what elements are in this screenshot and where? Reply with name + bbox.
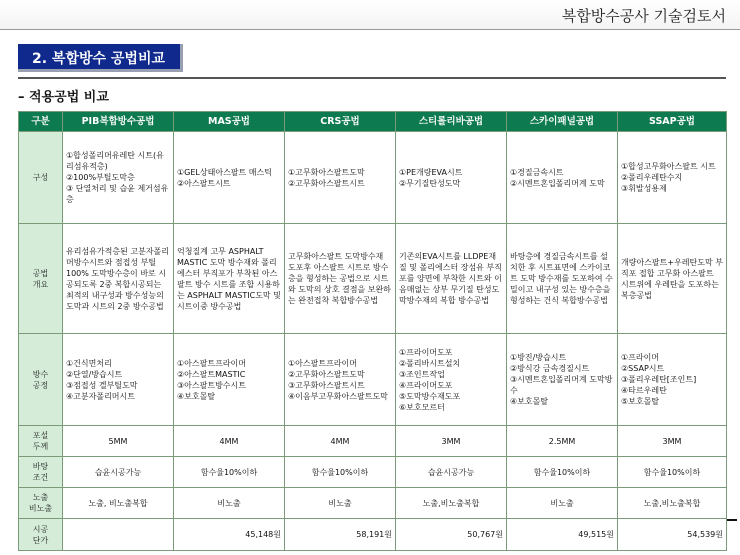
table-cell: 개량아스팔트+우레탄도막 부직포 접합 고무화 아스팔트 시트위에 우레탄을 도포하는 복층공법 xyxy=(618,224,727,334)
table-row xyxy=(19,457,727,488)
method-comparison-table xyxy=(18,111,727,551)
row-header: 노출 비노출 xyxy=(19,488,63,519)
table-cell: 노출,비노출복합 xyxy=(396,488,507,519)
table-cell: 고무화아스팔트 도막방수재 도포후 아스팔트 시트로 방수층을 형성하는 공법으로 시트와 도막의 상호 결점을 보완하는 완전접착 복합방수공법 xyxy=(285,224,396,334)
table-row xyxy=(19,426,727,457)
column-header: CRS공법 xyxy=(285,112,396,132)
column-header-category: 구분 xyxy=(19,112,63,132)
section-title-bar xyxy=(18,44,183,72)
table-header-row xyxy=(19,112,727,132)
table-cell: 함수율10%이하 xyxy=(618,457,727,488)
table-cell: ①방진/방습시트 ②방식강 금속경질시트 ③시멘트혼입폴리머계 도막방수 ④보호몰탈 xyxy=(507,334,618,426)
row-header: 구성 xyxy=(19,132,63,224)
table-cell: 유리섬유가적층된 고분자폴리머방수시트와 점접성 부틸100% 도막방수층이 바로 시공되도록 2중 복합시공되는 최적의 내구성과 방수성능의 도막과 시트의 2중 방수공법 xyxy=(63,224,174,334)
table-cell: 50,767원 xyxy=(396,519,507,551)
table-cell: 습윤시공가능 xyxy=(63,457,174,488)
row-header: 방수 공정 xyxy=(19,334,63,426)
table-row xyxy=(19,132,727,224)
table-cell: ①프라이머도포 ②폴리바시트설치 ③조인트작업 ④프라이머도포 ⑤도막방수재도포 ⑥보호모르터 xyxy=(396,334,507,426)
table-cell: ①건식면처리 ②단열/방습시트 ③점접성 겔부틸도막 ④고분자폴리머시트 xyxy=(63,334,174,426)
table-row xyxy=(19,334,727,426)
column-header: MAS공법 xyxy=(174,112,285,132)
table-cell: 비노출 xyxy=(285,488,396,519)
table-cell: 노출, 비노출복합 xyxy=(63,488,174,519)
table-cell: ①PE개량EVA시트 ②무기질탄성도막 xyxy=(396,132,507,224)
row-header: 시공 단가 xyxy=(19,519,63,551)
table-cell: 비노출 xyxy=(507,488,618,519)
table-cell: ①고무화아스팔트도막 ②고무화아스팔트시트 xyxy=(285,132,396,224)
column-header: PIB복합방수공법 xyxy=(63,112,174,132)
column-header: SSAP공법 xyxy=(618,112,727,132)
table-cell xyxy=(63,519,174,551)
row-header: 포설 두께 xyxy=(19,426,63,457)
table-cell: ①GEL상태아스팔트 매스틱 ②아스팔트시트 xyxy=(174,132,285,224)
column-header: 스카이패널공법 xyxy=(507,112,618,132)
subheading: – 적용공법 비교 xyxy=(18,90,109,105)
table-row xyxy=(19,519,727,551)
table-cell: ①합성폴리머유레탄 시트(유리섬유적층) ②100%부틸도막층 ③ 단열처리 및 습윤 제거섬유층 xyxy=(63,132,174,224)
table-cell: 함수율10%이하 xyxy=(174,457,285,488)
table-cell: 4MM xyxy=(174,426,285,457)
table-cell: 3MM xyxy=(396,426,507,457)
table-cell: 습윤시공가능 xyxy=(396,457,507,488)
column-header: 스티롤리바공법 xyxy=(396,112,507,132)
page-edge-marker xyxy=(727,519,737,521)
table-cell: 5MM xyxy=(63,426,174,457)
table-cell: ①합성고무화아스팔트 시트 ②폴리우레탄수지 ③휘발성용제 xyxy=(618,132,727,224)
table-cell: ①아스팔트프라이머 ②고무화아스팔트도막 ③고무화아스팔트시트 ④이음부고무화아스팔트도막 xyxy=(285,334,396,426)
table-row xyxy=(19,488,727,519)
table-cell: 함수율10%이하 xyxy=(285,457,396,488)
table-cell: ①아스팔트프라이머 ②아스팔트MASTIC ③아스팔트방수시트 ④보호몰탈 xyxy=(174,334,285,426)
document-title: 복합방수공사 기술검토서 xyxy=(561,7,726,25)
table-cell: 3MM xyxy=(618,426,727,457)
table-cell: 억청질계 고무 ASPHALT MASTIC 도막 방수재와 폴리에스터 부직포가 부착된 아스팔트 방수 시트를 조합 시용하는 ASPHALT MASTIC도막 및 시트이중 방수공법 xyxy=(174,224,285,334)
table-cell: 비노출 xyxy=(174,488,285,519)
table-cell: 함수율10%이하 xyxy=(507,457,618,488)
table-row xyxy=(19,224,727,334)
table-cell: 노출,비노출복합 xyxy=(618,488,727,519)
table-cell: 54,539원 xyxy=(618,519,727,551)
section-title: 2. 복합방수 공법비교 xyxy=(32,51,165,67)
row-header: 바탕 조건 xyxy=(19,457,63,488)
table-cell: 4MM xyxy=(285,426,396,457)
section-divider xyxy=(18,77,726,79)
table-cell: 바탕층에 경질금속시트를 설치한 후 시트표면에 스카이코트 도막 방수재를 도포하여 수밀이고 내구성 있는 방수층을 형성하는 건식 복합방수공법 xyxy=(507,224,618,334)
table-cell: 58,191원 xyxy=(285,519,396,551)
table-cell: ①프라이머 ②SSAP시트 ③폴리우레탄[조인트] ④타르우레탄 ⑤보호몰탈 xyxy=(618,334,727,426)
row-header: 공법 개요 xyxy=(19,224,63,334)
top-header-bar xyxy=(0,0,740,30)
table-cell: 기존의EVA시트를 LLDPE재질 및 폴리에스터 장섬유 부직포를 양면에 부착한 시트와 이음매없는 상부 무기질 탄성도막방수재의 복합 방수공법 xyxy=(396,224,507,334)
table-cell: 45,148원 xyxy=(174,519,285,551)
table-cell: 49,515원 xyxy=(507,519,618,551)
table-cell: 2.5MM xyxy=(507,426,618,457)
table-cell: ①경질금속시트 ②시멘트혼입폴리머계 도막 xyxy=(507,132,618,224)
